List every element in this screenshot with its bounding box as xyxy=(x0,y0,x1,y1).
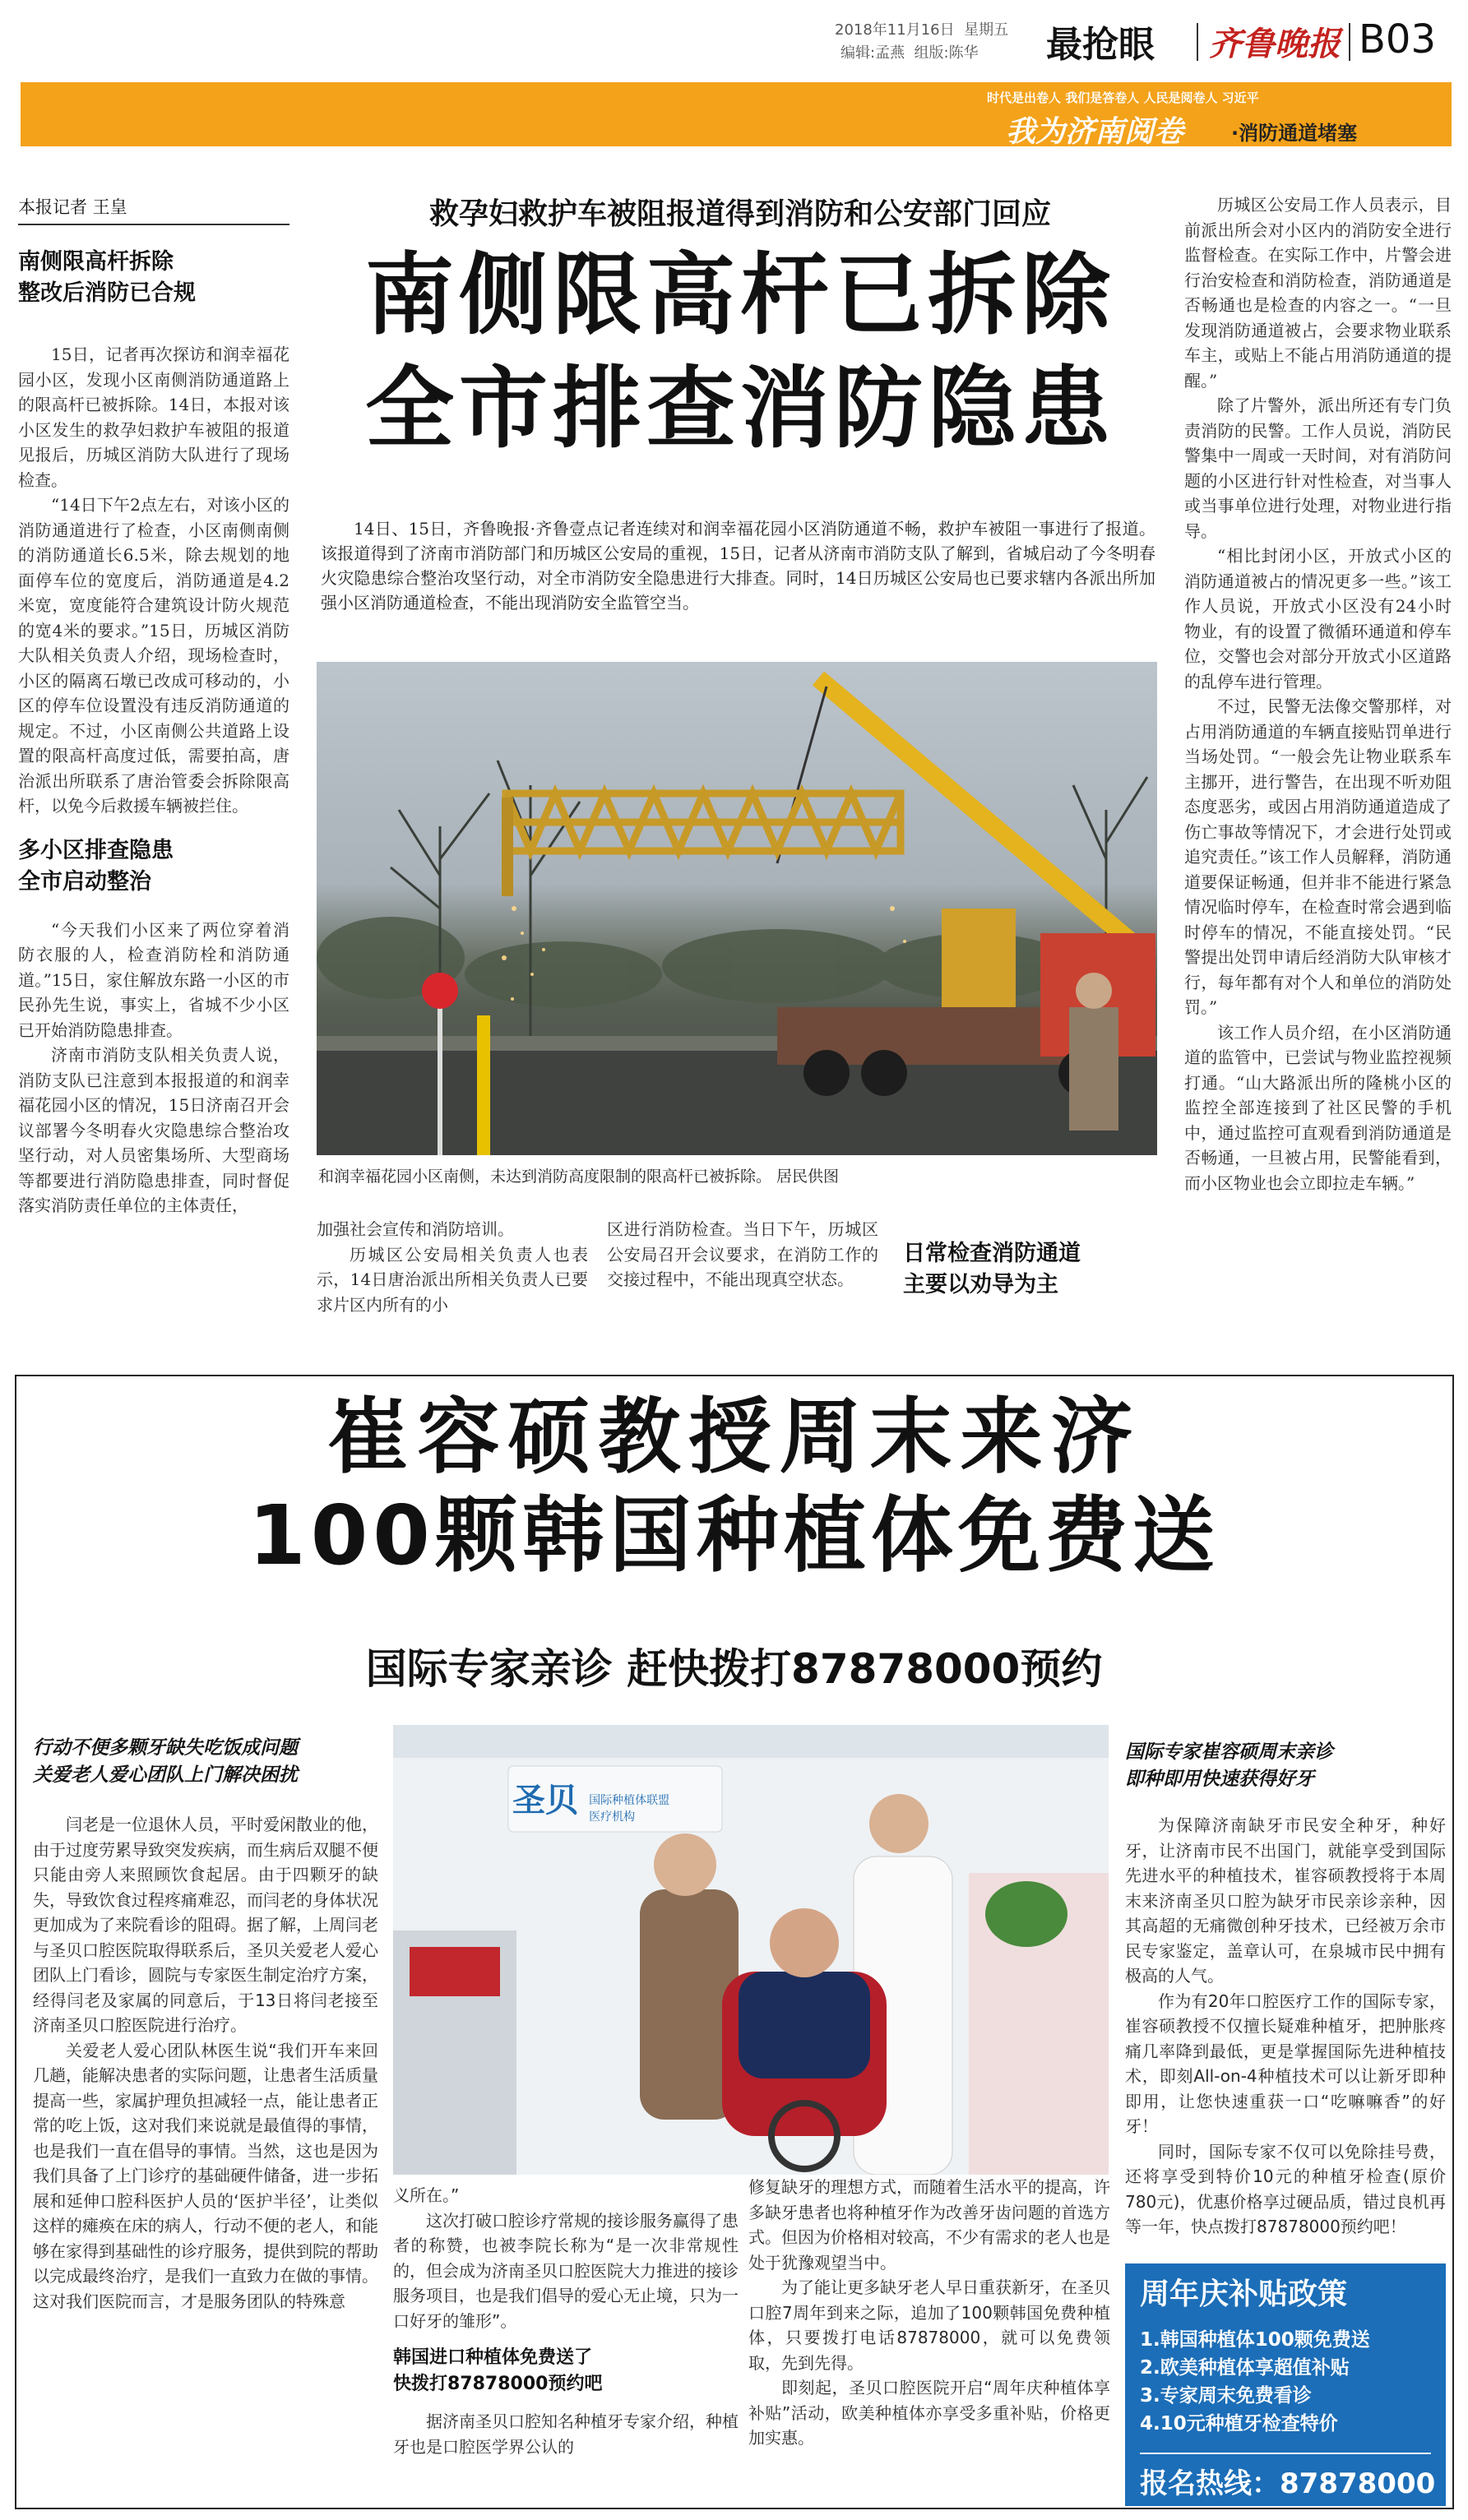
paragraph: 关爱老人爱心团队林医生说“我们开车来回几趟，能解决患者的实际问题，让患者生活质量提高一些，家属护理负担减轻一点，能让患者正常的吃上饭，这对我们来说就是最值得的事情，也是我们一直在倡导的事情。当然，这也是因为我们具备了上门诊疗的基础硬件储备，进一步拓展和延伸口腔科医护人员的‘医护半径’，让类似这样的瘫痪在床的病人，行动不便的老人，和能够在家得到基础性的诊疗服务，提供到院的帮助以完成最终治疗，是我们一直致力在做的事情。这对我们医院而言，才是服务团队的特殊意 xyxy=(33,2040,378,2311)
lead-text: 14日、15日，齐鲁晚报·齐鲁壹点记者连续对和润幸福花园小区消防通道不畅，救护车被阻一事进行了报道。该报道得到了济南市消防部门和历城区公安局的重视，15日，记者从济南市消防支队了解到，省城启动了今冬明春火灾隐患综合整治攻坚行动，对全市消防安全隐患进行大排查。同时，14日历城区公安局也已要求辖内各派出所加强小区消防通道检查，不能出现消防安全监管空当。 xyxy=(321,519,1155,613)
paragraph: 加强社会宣传和消防培训。 xyxy=(317,1219,514,1239)
ad-headline-1: 崔容硕教授周末来济 xyxy=(326,1389,1142,1485)
paragraph: 义所在。” xyxy=(393,2185,460,2205)
headline-1: 南侧限高杆已拆除 xyxy=(364,244,1115,347)
left-column xyxy=(18,247,289,1218)
ad-mid2-column xyxy=(748,2175,1110,2451)
paragraph: 闫老是一位退休人员，平时爱闲散业的他，由于过度劳累导致突发疾病，而生病后双腿不便只能由旁人来照顾饮食起居。由于四颗牙的缺失，导致饮食过程疼痛难忍，而闫老的身体状况更加成为了来院看诊的阻碍。据了解，上周闫老与圣贝口腔医院取得联系后，圣贝关爱老人爱心团队上门看诊，圆院与专家医生制定治疗方案，经得闫老及家属的同意后，于13日将闫老接至济南圣贝口腔医院进行治疗。 xyxy=(33,1815,378,2035)
date-text: 2018年11月16日 xyxy=(835,21,955,39)
ad-left-column xyxy=(33,1735,378,2314)
ad-mid-column xyxy=(393,2183,739,2459)
column-text xyxy=(18,342,289,819)
kicker: 救孕妇救护车被阻报道得到消防和公安部门回应 xyxy=(428,197,1051,231)
banner-campaign: 我为济南阅卷 xyxy=(1006,115,1184,149)
banner-topic: ·消防通道堵塞 xyxy=(1231,122,1358,145)
policy-item: 3.专家周末免费看诊 xyxy=(1140,2385,1312,2407)
divider-bar-2 xyxy=(1349,23,1350,61)
column-text xyxy=(18,918,289,1218)
sub-heading-2: 多小区排查隐患 全市启动整治 xyxy=(18,837,174,895)
paragraph: 不过，民警无法像交警那样，对占用消防通道的车辆直接贴罚单进行当场处罚。“一般会先让物业联系车主挪开，进行警告，在出现不听劝阻态度恶劣，或因占用消防通道造成了伤亡事故等情况下，才会进行处罚或追究责任。”该工作人员解释，消防通道要保证畅通，但并非不能进行紧急情况临时停车，在检查时常会遇到临时停车的情况，不能直接处罚。“民警提出处罚申请后经消防大队审核才行，每年都有对个人和单位的消防处罚。” xyxy=(1184,696,1452,1017)
ad-left-heading: 行动不便多颗牙缺失吃饭成问题 关爱老人爱心团队上门解决困扰 xyxy=(33,1737,298,1786)
weekday-text: 星期五 xyxy=(964,21,1009,39)
masthead-date xyxy=(835,18,1008,39)
ad-mid-heading: 韩国进口种植体免费送了 快拨打87878000预约吧 xyxy=(393,2347,603,2394)
ad-right-text xyxy=(1125,1813,1446,2240)
policy-item: 1.韩国种植体100颗免费送 xyxy=(1140,2329,1370,2351)
page-number: B03 xyxy=(1359,16,1437,62)
paragraph: “今天我们小区来了两位穿着消防衣服的人，检查消防栓和消防通道。”15日，家住解放东路一小区的市民孙先生说，事实上，省城不少小区已开始消防隐患排查。 xyxy=(18,919,289,1040)
paragraph: 历城区公安局相关负责人也表示，14日唐治派出所相关负责人已要求片区内所有的小 xyxy=(317,1244,588,1315)
policy-item: 4.10元种植牙检查特价 xyxy=(1140,2413,1338,2434)
ad-right-column xyxy=(1125,1739,1446,2240)
paragraph: 为了能让更多缺牙老人早日重获新牙，在圣贝口腔7周年到来之际，追加了100颗韩国免费种植体，只要拨打电话87878000，就可以免费领取，先到先得。 xyxy=(748,2277,1110,2373)
campaign-banner xyxy=(21,82,1452,149)
clinic-sign-sub: 国际种植体联盟医疗机构 xyxy=(589,1793,670,1824)
right-column xyxy=(1184,192,1452,1195)
masthead-editors xyxy=(841,41,979,62)
policy-title: 周年庆补贴政策 xyxy=(1140,2277,1348,2311)
photo-illustration xyxy=(317,662,1157,1155)
paragraph: 区进行消防检查。当日下午，历城区公安局召开会议要求，在消防工作的交接过程中，不能出现真空状态。 xyxy=(607,1219,878,1289)
sub-heading-3: 日常检查消防通道 主要以劝导为主 xyxy=(903,1241,1081,1297)
ad-left-text xyxy=(33,1812,378,2314)
paragraph: 修复缺牙的理想方式，而随着生活水平的提高，许多缺牙患者也将种植牙作为改善牙齿问题的首选方式。但因为价格相对较高，不少有需求的老人也是处于犹豫观望当中。 xyxy=(748,2177,1110,2273)
headline-2: 全市排查消防隐患 xyxy=(364,358,1115,460)
paragraph: “14日下午2点左右，对该小区的消防通道进行了检查，小区南侧南侧的消防通道长6.5米，除去规划的地面停车位的宽度后，消防通道是4.2米宽，宽度能符合建筑设计防火规范的宽4米的要求。”15日，历城区消防大队相关负责人介绍，现场检查时，小区的隔离石墩已改成可移动的，小区的停车位设置没有违反消防通道的规定。不过，小区南侧公共道路上设置的限高杆高度过低，需要拍高，唐治派出所联系了唐治管委会拆除限高杆，以免今后救援车辆被拦住。 xyxy=(18,495,289,816)
divider-bar xyxy=(1197,23,1198,61)
banner-slogan: 时代是出卷人 我们是答卷人 人民是阅卷人 习近平 xyxy=(987,90,1259,105)
policy-list xyxy=(1140,2326,1431,2438)
paper-logo: 齐鲁晚报 xyxy=(1209,25,1341,63)
clinic-photo-illustration xyxy=(393,1725,1109,2175)
paragraph: 15日，记者再次探访和润幸福花园小区，发现小区南侧消防通道路上的限高杆已被拆除。14日，本报对该小区发生的救孕妇救护车被阻的报道见报后，历城区消防大队进行了现场检查。 xyxy=(18,344,289,490)
ad-headline-2: 100颗韩国种植体免费送 xyxy=(248,1487,1220,1584)
masthead xyxy=(0,0,1468,82)
designer-text: 组版:陈华 xyxy=(914,44,979,62)
subsidy-policy-box xyxy=(1125,2263,1446,2506)
paragraph: 该工作人员介绍，在小区消防通道的监管中，已尝试与物业监控视频打通。“山大路派出所的隆桃小区的监控全部连接到了社区民警的手机中，通过监控可直观看到消防通道是否畅通，一旦被占用，民警能看到，而小区物业也会立即拉走车辆。” xyxy=(1184,1022,1452,1193)
paragraph: 作为有20年口腔医疗工作的国际专家，崔容硕教授不仅擅长疑难种植牙，把肿胀疼痛几率降到最低，更是掌握国际先进种植技术，即刻All-on-4种植技术可以让新牙即种即用，让您快速重获一口“吃嘛嘛香”的好牙！ xyxy=(1125,1991,1446,2136)
sub-heading-1: 南侧限高杆拆除 整改后消防已合规 xyxy=(18,249,196,306)
paragraph: 据济南圣贝口腔知名种植牙专家介绍，种植牙也是口腔医学界公认的 xyxy=(393,2411,739,2457)
editor-text: 编辑:孟燕 xyxy=(841,44,905,62)
paragraph: 历城区公安局工作人员表示，目前派出所会对小区内的消防安全进行监督检查。在实际工作中，片警会进行治安检查和消防检查，消防通道是否畅通也是检查的内容之一。“一旦发现消防通道被占，会要求物业联系车主，或贴上不能占用消防通道的提醒。” xyxy=(1184,195,1452,391)
ad-subhead: 国际专家亲诊 赶快拨打87878000预约 xyxy=(365,1645,1103,1693)
divider-line xyxy=(18,224,289,225)
policy-item: 2.欧美种植体享超值补贴 xyxy=(1140,2357,1350,2379)
paragraph: 即刻起，圣贝口腔医院开启“周年庆种植体享补贴”活动，欧美种植体亦享受多重补贴，价格更加实惠。 xyxy=(748,2378,1110,2448)
lead-paragraph xyxy=(321,516,1155,615)
paragraph: 除了片警外，派出所还有专门负责消防的民警。工作人员说，消防民警集中一周或一天时间，对有消防问题的小区进行针对性检查，对当事人或当事单位进行处理，对物业进行指导。 xyxy=(1184,395,1452,541)
paragraph: 济南市消防支队相关负责人说，消防支队已注意到本报报道的和润幸福花园小区的情况，15日济南召开会议部署今冬明春火灾隐患综合整治攻坚行动，对人员密集场所、大型商场等都要进行消防隐患排查，同时督促落实消防责任单位的主体责任， xyxy=(18,1045,289,1215)
ad-right-heading: 国际专家崔容硕周末亲诊 即种即用快速获得好牙 xyxy=(1125,1741,1333,1790)
section-title: 最抢眼 xyxy=(1046,24,1155,66)
paragraph: 这次打破口腔诊疗常规的接诊服务赢得了患者的称赞，也被李院长称为“是一次非常规性的，但会成为济南圣贝口腔医院大力推进的接诊服务项目，也是我们倡导的爱心无止境，只为一口好牙的雏形”。 xyxy=(393,2210,739,2331)
column-text-3 xyxy=(607,1217,878,1292)
clinic-photo xyxy=(393,1725,1109,2175)
column-text-2 xyxy=(317,1217,588,1317)
clinic-sign xyxy=(512,1774,679,1824)
paragraph: “相比封闭小区，开放式小区的消防通道被占的情况更多一些。”该工作人员说，开放式小区没有24小时物业，有的设置了微循环通道和停车位，交警也会对部分开放式小区道路的乱停车进行管理。 xyxy=(1184,546,1452,691)
clinic-sign-brand: 圣贝 xyxy=(512,1782,578,1819)
hotline: 报名热线：87878000 xyxy=(1140,2453,1431,2501)
photo-caption: 和润幸福花园小区南侧，未达到消防高度限制的限高杆已被拆除。 居民供图 xyxy=(318,1168,840,1186)
paragraph: 同时，国际专家不仅可以免除挂号费，还将享受到特价10元的种植牙检查(原价780元)，优惠价格享过硬品质，错过良机再等一年，快点拨打87878000预约吧！ xyxy=(1125,2141,1446,2236)
byline: 本报记者 王皇 xyxy=(18,197,127,217)
news-photo xyxy=(317,662,1157,1155)
paragraph: 为保障济南缺牙市民安全种牙，种好牙，让济南市民不出国门，就能享受到国际先进水平的种植技术，崔容硕教授将于本周末来济南圣贝口腔为缺牙市民亲诊亲种，因其高超的无痛微创种牙技术，已经被万余市民专家鉴定，盖章认可，在泉城市民中拥有极高的人气。 xyxy=(1125,1815,1446,1986)
